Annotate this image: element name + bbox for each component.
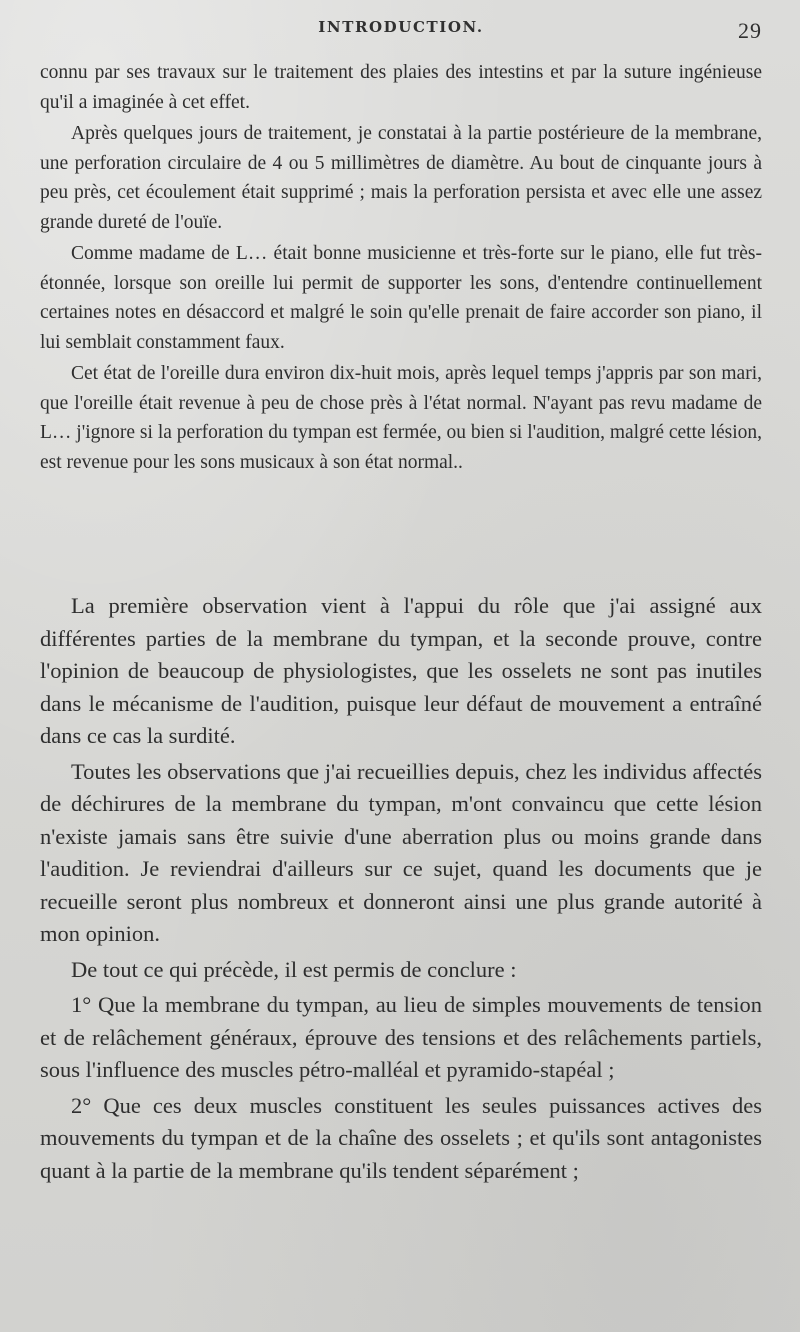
continued-paragraph: connu par ses travaux sur le traitement des plaies des intestins et par la suture ingénieuse qu'il a imaginée à cet effet. (40, 62, 762, 113)
list-item (40, 989, 762, 1087)
list-number: 1° (71, 992, 92, 1017)
paragraph: Toutes les observations que j'ai recueillies depuis, chez les individus affectés de déchirures de la membrane du tympan, m'ont convaincu que cette lésion n'existe jamais sans être suivie d'une aberration plus ou moins grande dans l'audition. Je reviendrai d'ailleurs sur ce sujet, quand les documents que je recueille seront plus nombreux et donneront ainsi une plus grande autorité à mon opinion. (40, 758, 762, 946)
small-text-block (40, 58, 762, 477)
paragraph: Après quelques jours de traitement, je constatai à la partie postérieure de la membrane, une perforation circulaire de 4 ou 5 millimètres de diamètre. Au bout de cinquante jours à peu près, cet écoulement était supprimé ; mais la perforation persista et avec elle une assez grande dureté de l'ouïe. (40, 123, 762, 233)
paragraph: Cet état de l'oreille dura environ dix-huit mois, après lequel temps j'appris par son mari, que l'oreille était revenue à peu de chose près à l'état normal. N'ayant pas revu madame de L… j'ignore si la perforation du tympan est fermée, ou bien si l'audition, malgré cette lésion, est revenue pour les sons musicaux à son état normal.. (40, 363, 762, 473)
paragraph: De tout ce qui précède, il est permis de conclure : (71, 956, 517, 982)
page-header (40, 18, 762, 44)
main-text-block (40, 590, 762, 1187)
list-text: Que la membrane du tympan, au lieu de simples mouvements de tension et de relâchement généraux, éprouve des tensions et des relâchements partiels, sous l'influence des muscles pétro-malléal et pyramido-stapéal ; (40, 992, 763, 1082)
paragraph: La première observation vient à l'appui du rôle que j'ai assigné aux différentes parties de la membrane du tympan, et la seconde prouve, contre l'opinion de beaucoup de physiologistes, que les osselets ne sont pas inutiles dans le mécanisme de l'audition, puisque leur défaut de mouvement a entraîné dans ce cas la surdité. (40, 593, 762, 748)
running-title: INTRODUCTION. (318, 18, 484, 36)
list-text: Que ces deux muscles constituent les seules puissances actives des mouvements du tympan et de la chaîne des osselets ; et qu'ils sont antagonistes quant à la partie de la membrane qu'ils tendent séparément ; (40, 1092, 763, 1183)
paragraph: Comme madame de L… était bonne musicienne et très-forte sur le piano, elle fut très-étonnée, lorsque son oreille lui permit de supporter les sons, d'entendre continuellement certaines notes en désaccord et malgré le soin qu'elle prenait de faire accorder son piano, il lui semblait constamment faux. (40, 243, 762, 353)
page-number: 29 (738, 18, 762, 43)
list-number: 2° (71, 1092, 92, 1118)
list-item (40, 1090, 762, 1188)
